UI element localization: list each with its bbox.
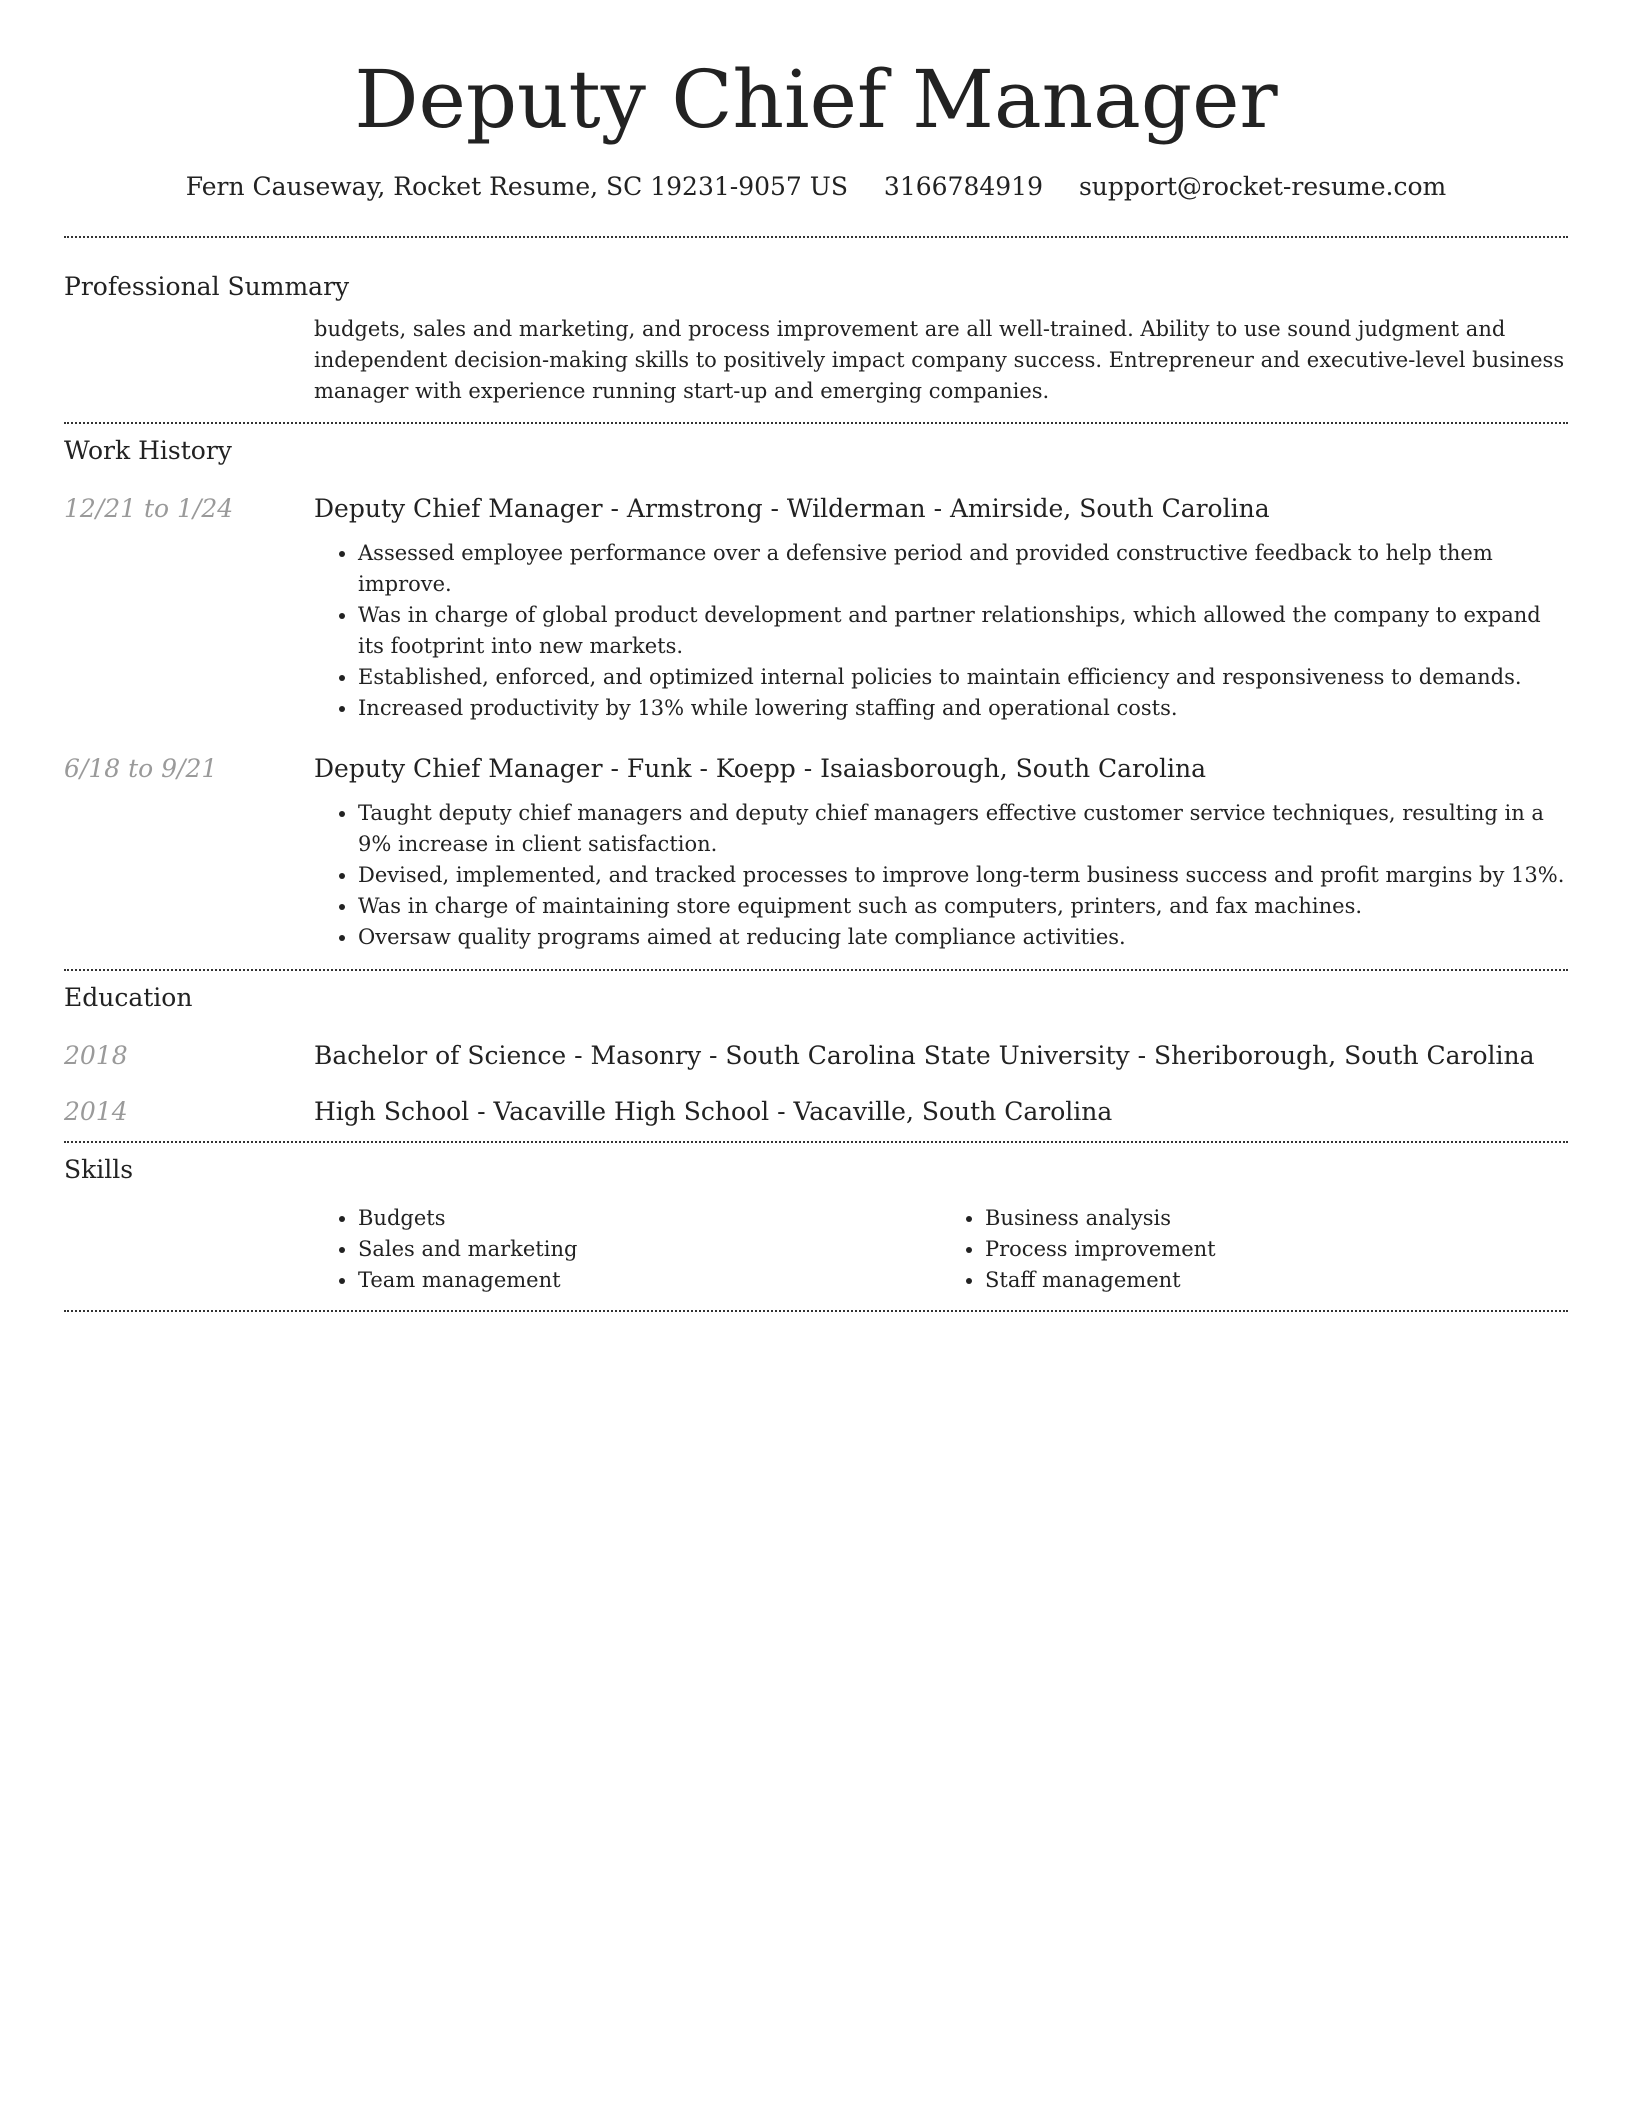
job-bullet: • Was in charge of maintaining store equipment such as computers, printers, and fax machines. bbox=[358, 891, 1568, 922]
job-details: - Funk - Koepp - Isaiasborough, South Carolina bbox=[602, 754, 1207, 783]
skills-list-right bbox=[941, 1203, 1568, 1296]
work-history-section bbox=[64, 424, 1568, 969]
job-heading bbox=[314, 752, 1568, 786]
education-heading bbox=[314, 1095, 1568, 1129]
summary-section bbox=[64, 238, 1568, 422]
resume-page bbox=[64, 0, 1568, 1312]
job-bullets bbox=[314, 538, 1568, 724]
skills-columns bbox=[314, 1203, 1568, 1310]
education-details: - South Carolina State University - Sheriborough, South Carolina bbox=[701, 1041, 1535, 1070]
job-entry bbox=[64, 752, 1568, 953]
education-degree: High School bbox=[314, 1097, 470, 1126]
education-degree: Bachelor of Science - Masonry bbox=[314, 1041, 702, 1070]
contact-address: Fern Causeway, Rocket Resume, SC 19231-9057 US bbox=[185, 172, 848, 201]
job-heading bbox=[314, 492, 1568, 526]
education-heading bbox=[314, 1039, 1568, 1073]
job-bullets bbox=[314, 798, 1568, 953]
job-bullet: • Taught deputy chief managers and deputy chief managers effective customer service techniques, resulting in a 9% increase in client satisfaction. bbox=[358, 798, 1568, 860]
job-entry bbox=[64, 492, 1568, 724]
skill-item: • Process improvement bbox=[985, 1234, 1568, 1265]
job-bullet: • Established, enforced, and optimized internal policies to maintain efficiency and responsiveness to demands. bbox=[358, 662, 1568, 693]
education-year: 2018 bbox=[64, 1041, 128, 1070]
job-bullet: • Was in charge of global product development and partner relationships, which allowed the company to expand its footprint into new markets. bbox=[358, 600, 1568, 662]
education-entry bbox=[64, 1095, 1568, 1129]
job-dates: 12/21 to 1/24 bbox=[64, 494, 234, 523]
summary-title: Professional Summary bbox=[64, 272, 350, 301]
education-section bbox=[64, 971, 1568, 1129]
education-title: Education bbox=[64, 983, 193, 1012]
contact-line bbox=[64, 170, 1568, 204]
contact-phone: 3166784919 bbox=[883, 172, 1043, 201]
skills-section bbox=[64, 1143, 1568, 1310]
education-details: - Vacaville High School - Vacaville, South Carolina bbox=[469, 1097, 1113, 1126]
skill-item: • Team management bbox=[358, 1265, 941, 1296]
job-bullet: • Devised, implemented, and tracked processes to improve long-term business success and profit margins by 13%. bbox=[358, 860, 1568, 891]
summary-text: budgets, sales and marketing, and process improvement are all well-trained. Ability to use sound judgment and independent decision-making skills to positively impact company success. Entrepreneur and executive-level business manager with experience running start-up and emerging companies. bbox=[314, 317, 1565, 403]
skill-item: • Budgets bbox=[358, 1203, 941, 1234]
contact-email: support@rocket-resume.com bbox=[1078, 172, 1447, 201]
skill-item: • Business analysis bbox=[985, 1203, 1568, 1234]
skill-item: • Staff management bbox=[985, 1265, 1568, 1296]
job-dates: 6/18 to 9/21 bbox=[64, 754, 218, 783]
skills-list-left bbox=[314, 1203, 941, 1296]
work-history-title: Work History bbox=[64, 436, 232, 465]
job-bullet: • Assessed employee performance over a defensive period and provided constructive feedback to help them improve. bbox=[358, 538, 1568, 600]
education-entry bbox=[64, 1039, 1568, 1073]
resume-name: Deputy Chief Manager bbox=[354, 53, 1278, 146]
skills-title: Skills bbox=[64, 1155, 134, 1184]
education-year: 2014 bbox=[64, 1097, 128, 1126]
job-details: - Armstrong - Wilderman - Amirside, South Carolina bbox=[602, 494, 1270, 523]
job-role: Deputy Chief Manager bbox=[314, 754, 603, 783]
skill-item: • Sales and marketing bbox=[358, 1234, 941, 1265]
section-divider bbox=[64, 1310, 1568, 1312]
job-bullet: • Oversaw quality programs aimed at reducing late compliance activities. bbox=[358, 922, 1568, 953]
job-role: Deputy Chief Manager bbox=[314, 494, 603, 523]
job-bullet: • Increased productivity by 13% while lowering staffing and operational costs. bbox=[358, 693, 1568, 724]
